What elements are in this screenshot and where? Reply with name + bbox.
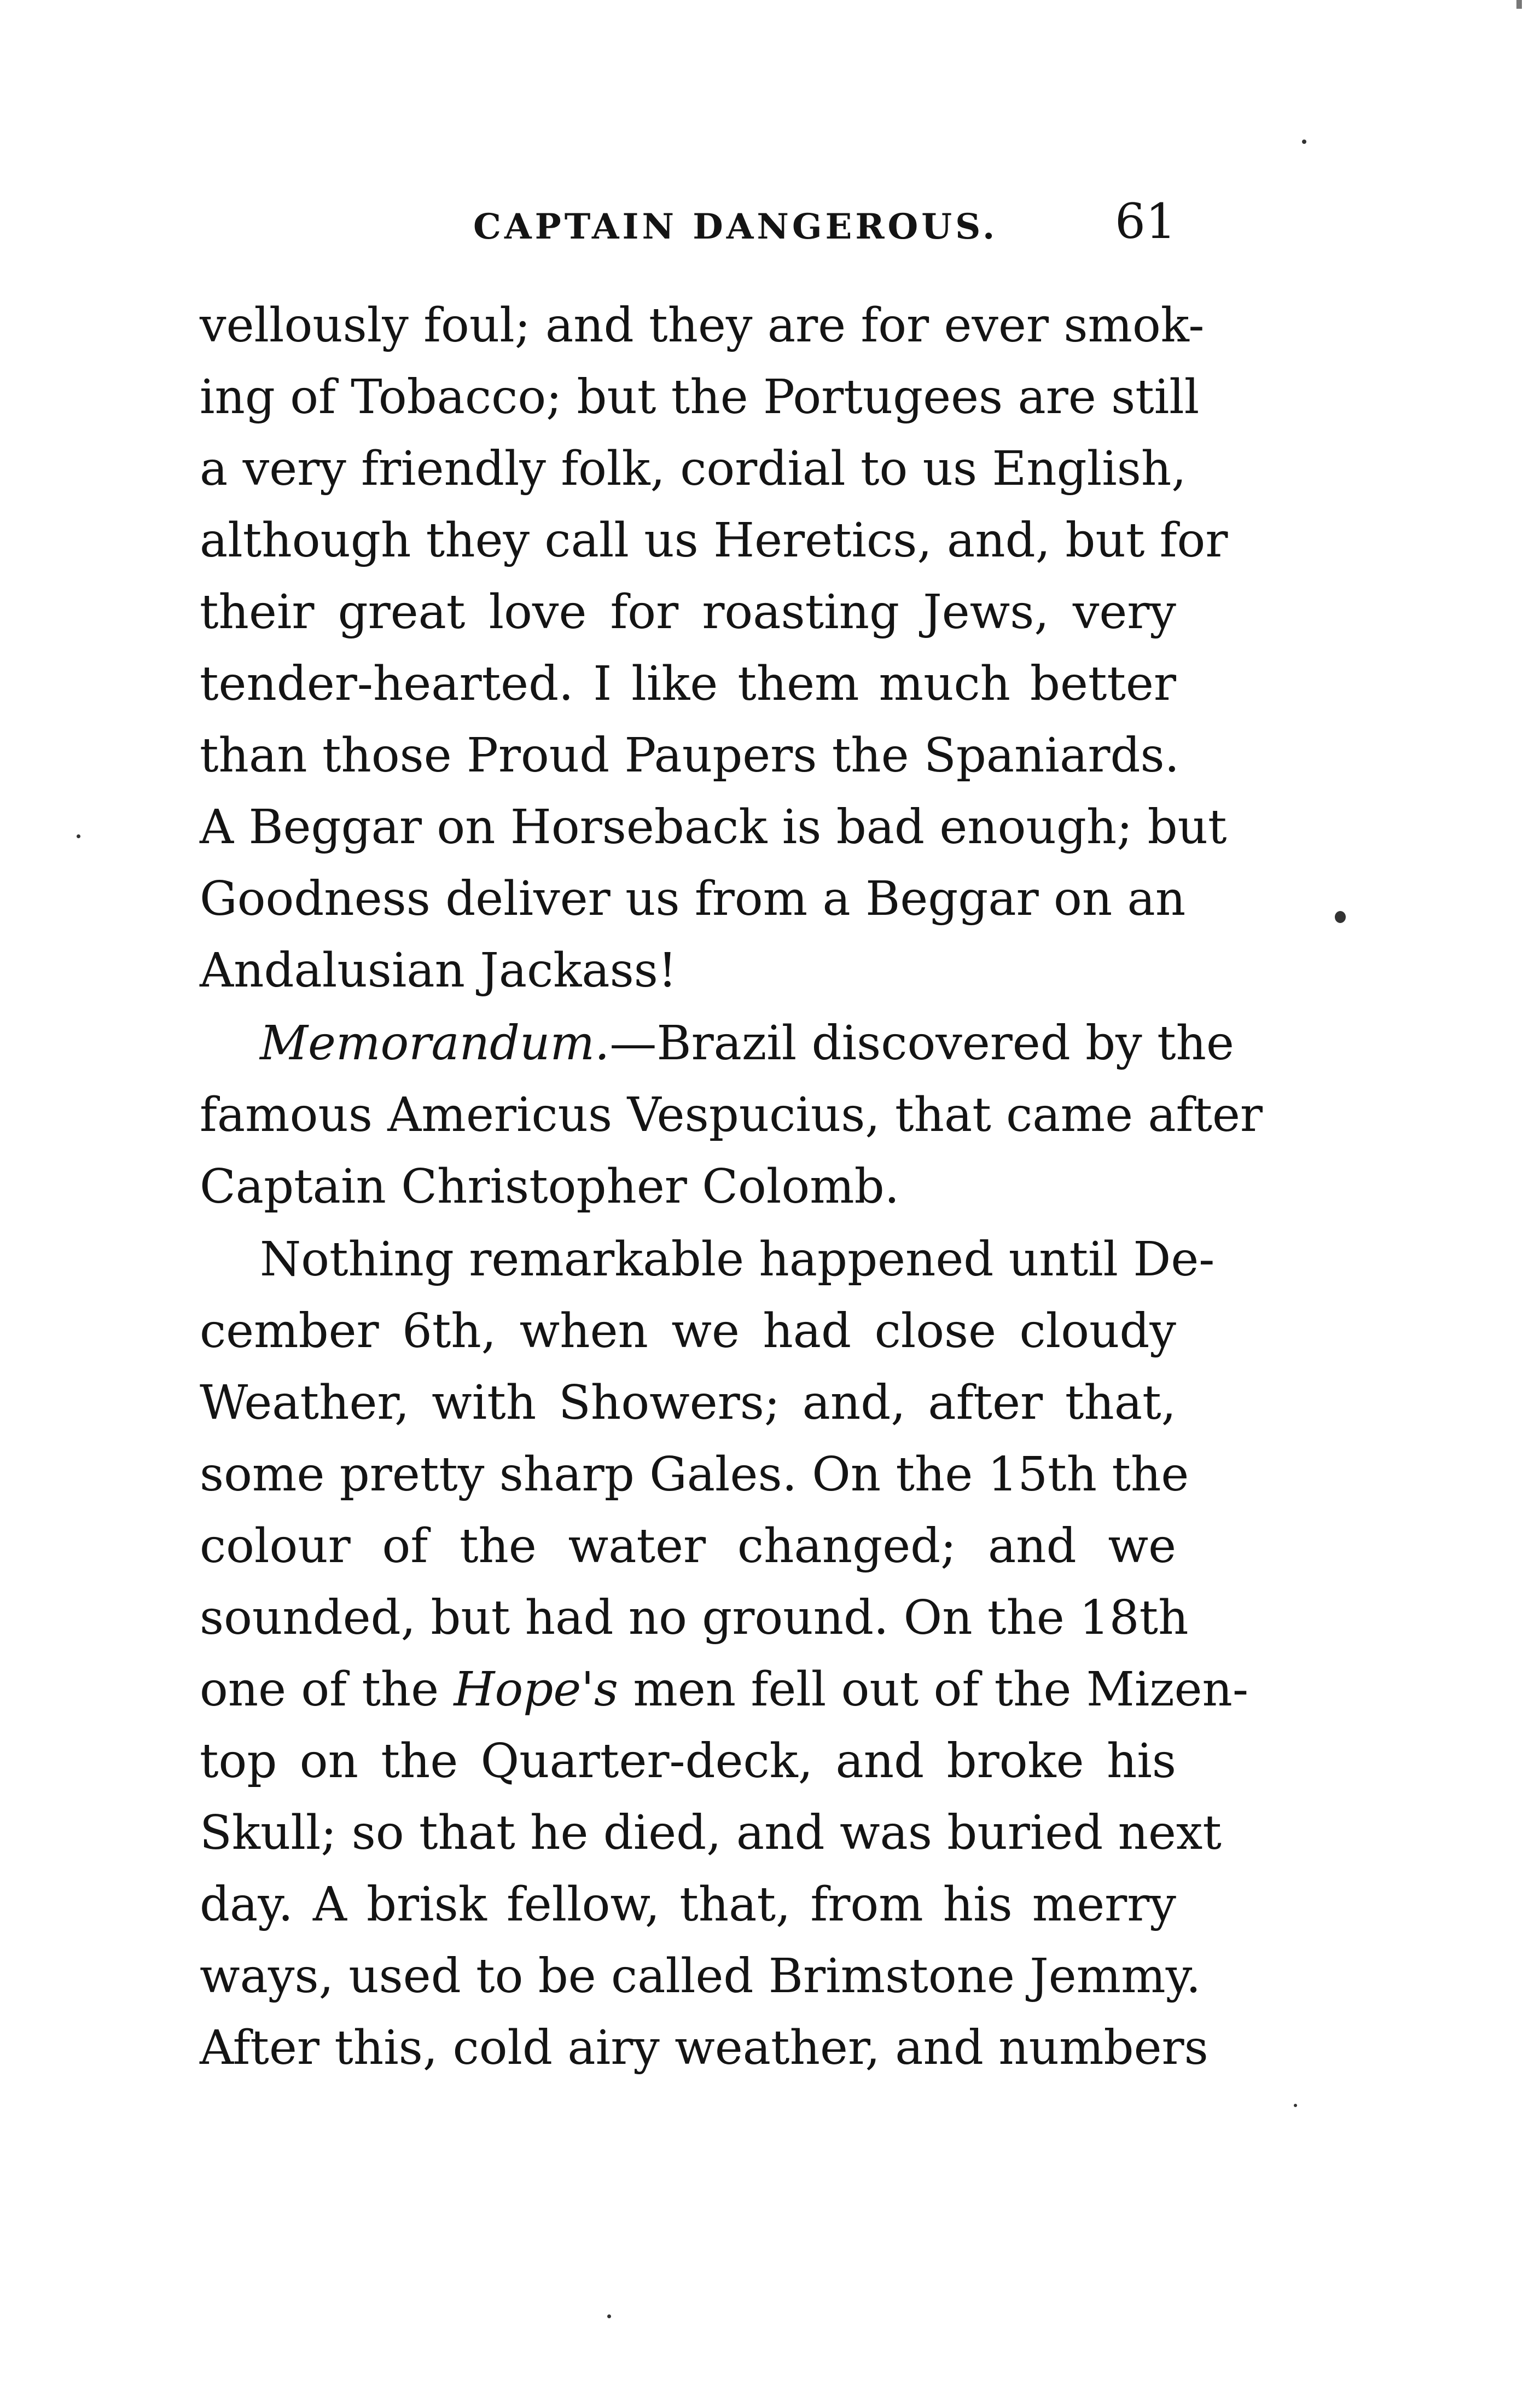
text-segment: men fell out of the Mizen- bbox=[618, 1662, 1249, 1717]
running-head bbox=[200, 194, 1176, 254]
text-line: After this, cold airy weather, and numbers bbox=[200, 2021, 1208, 2075]
text-line: sounded, but had no ground. On the 18th bbox=[200, 1591, 1189, 1645]
text-line bbox=[200, 1008, 1234, 1080]
page-number: 61 bbox=[1115, 193, 1176, 249]
text-line: Weather, with Showers; and, after that, bbox=[200, 1376, 1176, 1430]
text-segment: one of the bbox=[200, 1662, 454, 1717]
text-line: colour of the water changed; and we bbox=[200, 1519, 1176, 1574]
text-body bbox=[200, 290, 1263, 2084]
text-line: their great love for roasting Jews, very bbox=[200, 585, 1176, 640]
text-line: vellously foul; and they are for ever smok- bbox=[200, 298, 1205, 353]
text-line: A Beggar on Horseback is bad enough; but bbox=[200, 800, 1227, 855]
scan-speck bbox=[1294, 2104, 1297, 2107]
memorandum-label: Memorandum. bbox=[260, 1016, 610, 1071]
text-line: a very friendly folk, cordial to us English, bbox=[200, 442, 1187, 496]
text-line: although they call us Heretics, and, but for bbox=[200, 513, 1228, 568]
scan-corner-mark bbox=[1516, 0, 1522, 9]
text-line: Captain Christopher Colomb. bbox=[200, 1159, 900, 1214]
text-segment: Nothing remarkable happened until De- bbox=[260, 1232, 1215, 1287]
text-line: Goodness deliver us from a Beggar on an bbox=[200, 872, 1186, 926]
ship-name: Hope's bbox=[454, 1662, 619, 1717]
text-line: Skull; so that he died, and was buried next bbox=[200, 1806, 1222, 1860]
text-line: top on the Quarter-deck, and broke his bbox=[200, 1734, 1176, 1789]
text-line: ways, used to be called Brimstone Jemmy. bbox=[200, 1949, 1201, 2004]
text-line: cember 6th, when we had close cloudy bbox=[200, 1304, 1176, 1359]
text-segment: —Brazil discovered by the bbox=[609, 1016, 1234, 1071]
scan-speck bbox=[1302, 140, 1306, 144]
running-title: CAPTAIN DANGEROUS. bbox=[473, 206, 998, 247]
text-line: tender-hearted. I like them much better bbox=[200, 657, 1176, 711]
text-line: some pretty sharp Gales. On the 15th the bbox=[200, 1447, 1189, 1502]
text-line bbox=[200, 1654, 1249, 1726]
text-line: famous Americus Vespucius, that came after bbox=[200, 1088, 1263, 1142]
scan-speck bbox=[607, 2314, 611, 2318]
scan-speck bbox=[1335, 911, 1346, 923]
text-line: day. A brisk fellow, that, from his merry bbox=[200, 1877, 1176, 1932]
text-line: ing of Tobacco; but the Portugees are still bbox=[200, 370, 1200, 425]
text-line bbox=[200, 1224, 1215, 1296]
scan-speck bbox=[77, 834, 80, 838]
text-line: Andalusian Jackass! bbox=[200, 943, 677, 998]
text-line: than those Proud Paupers the Spaniards. bbox=[200, 728, 1179, 783]
